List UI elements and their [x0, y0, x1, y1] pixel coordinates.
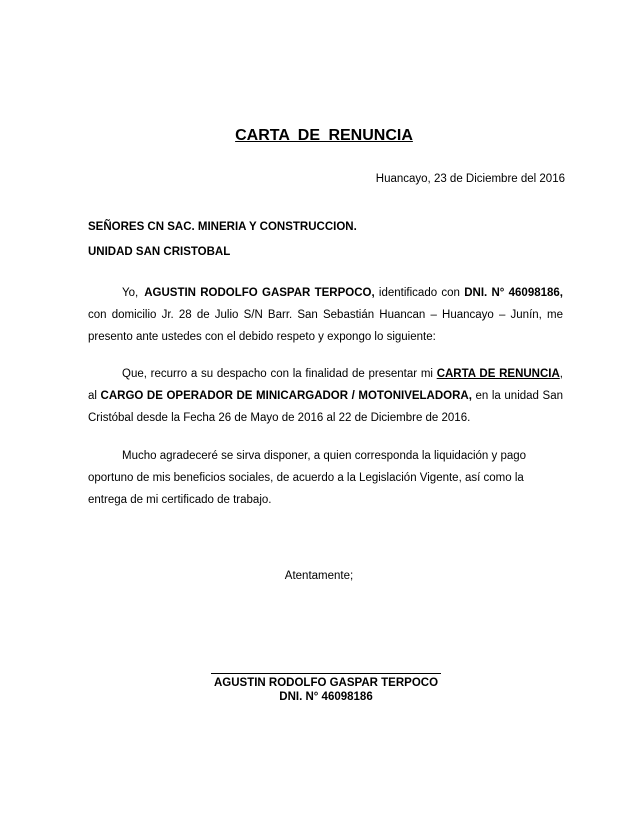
sender-name: AGUSTIN RODOLFO GASPAR TERPOCO, [144, 287, 375, 299]
signature-name: AGUSTIN RODOLFO GASPAR TERPOCO [213, 677, 439, 689]
paragraph-request [88, 445, 563, 511]
signature-dni: DNI. N° 46098186 [279, 691, 373, 703]
sender-dni: DNI. N° 46098186, [464, 287, 563, 299]
intro-text-end: con domicilio Jr. 28 de Julio S/N Barr. San Sebastián Huancan – Huancayo – Junín, me presento ante ustedes con el debido respeto y expongo lo siguiente: [88, 309, 563, 343]
intro-text-start: Yo, [122, 287, 139, 299]
signature-line [211, 673, 441, 674]
letter-title: CARTA DE RENUNCIA [235, 127, 413, 144]
resignation-phrase: CARTA DE RENUNCIA [436, 368, 560, 380]
resignation-text-middle: , al [88, 368, 563, 402]
letter-date: Huancayo, 23 de Diciembre del 2016 [375, 173, 565, 185]
addressee-company: SEÑORES CN SAC. MINERIA Y CONSTRUCCION. [88, 221, 357, 233]
paragraph-resignation [88, 363, 563, 429]
addressee-unit: UNIDAD SAN CRISTOBAL [88, 246, 231, 258]
closing-salutation: Atentamente; [284, 570, 354, 582]
job-position: CARGO DE OPERADOR DE MINICARGADOR / MOTONIVELADORA, [100, 390, 472, 402]
intro-text-middle: identificado con [374, 287, 465, 299]
request-text: Mucho agradeceré se sirva disponer, a quien corresponda la liquidación y pago oportuno de mis beneficios sociales, de acuerdo a la Legislación Vigente, así como la entrega de mi certificado de trabajo. [88, 450, 527, 506]
resignation-text-end: en la unidad San Cristóbal desde la Fecha 26 de Mayo de 2016 al 22 de Diciembre de 2016. [88, 390, 563, 424]
paragraph-introduction [88, 282, 563, 348]
resignation-text-start: Que, recurro a su despacho con la finalidad de presentar mi [122, 368, 437, 380]
